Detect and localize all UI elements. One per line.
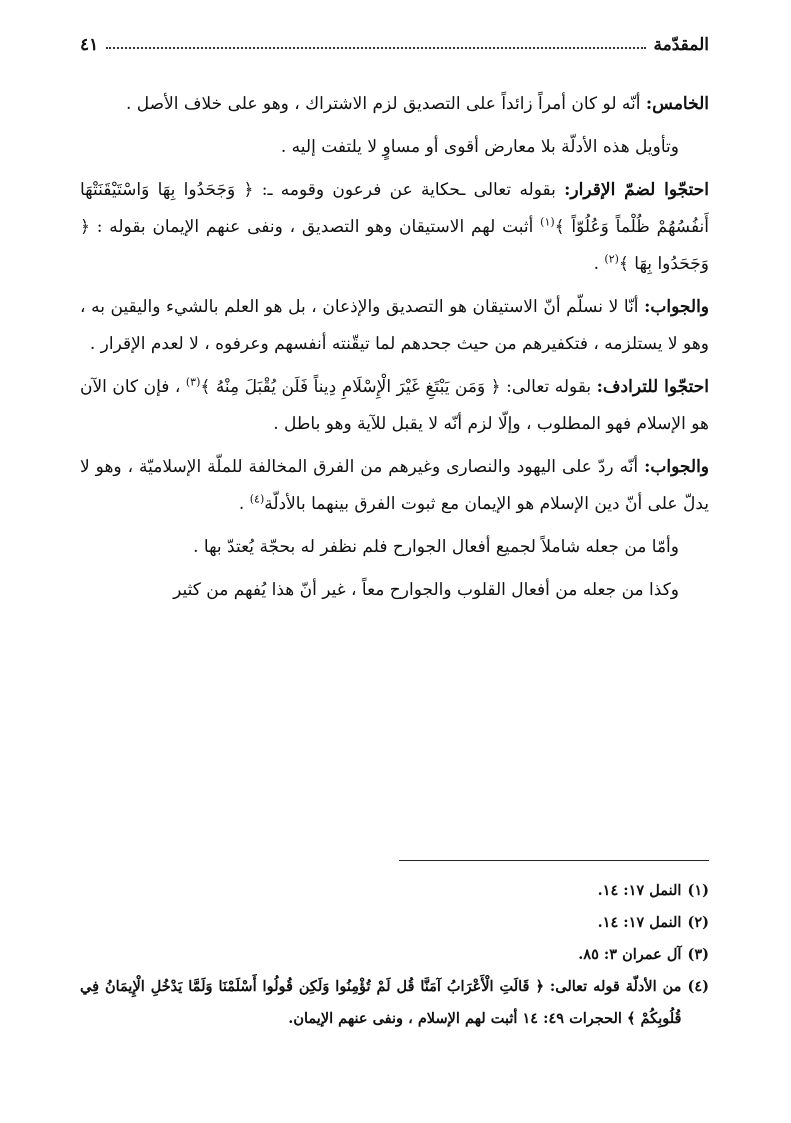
footnotes [80,875,709,1035]
paragraph-text: أنّا لا نسلّم أنّ الاستيقان هو التصديق والإذعان ، بل هو العلم بالشيء واليقين به ، وهو لا يستلزمه ، فتكفيرهم من حيث جحدهم لما تيقّنته أنفسهم وعرفوه ، لا لعدم الإقرار . [80,297,709,354]
paragraph-text: أنّه لو كان أمراً زائداً على التصديق لزم الاشتراك ، وهو على خلاف الأصل . [125,94,646,114]
footnote-text: النمل ١٧: ١٤. [597,882,682,899]
footnote-separator [399,860,709,861]
paragraph-argument-synonymy [80,369,709,443]
footnote-number: (١) [687,882,709,899]
page-number: ٤١ [80,35,99,55]
paragraph-lead: والجواب: [644,457,709,477]
running-title: المقدّمة [653,35,709,55]
page-header [80,30,709,60]
paragraph-text: . [593,254,605,274]
paragraph-argument-iqrar [80,172,709,283]
footnote-number: (٢) [687,914,709,931]
paragraph-text: بقوله تعالى ـحكاية عن فرعون وقومه ـ: ﴿ وَجَحَدُوا بِهَا وَاسْتَيْقَنَتْهَا أَنفُسُهُمْ ظُلْماً وَعُلُوّاً ﴾ [80,180,709,237]
footnote-ref: (٣) [185,375,201,389]
paragraph-text: وتأويل هذه الأدلّة بلا معارض أقوى أو مساوٍ لا يلتفت إليه . [280,137,679,157]
header-dot-leader [106,47,645,49]
paragraph-answer-1 [80,289,709,363]
footnote-item [80,875,709,907]
paragraph-text: ، فإن كان الآن هو الإسلام فهو المطلوب ، وإلّا لزم أنّه لا يقبل للآية وهو باطل . [80,377,709,434]
paragraph-lead: الخامس: [645,94,709,114]
footnote-text: من الأدلّة قوله تعالى: ﴿ قَالَتِ الْأَعْرَابُ آمَنَّا قُل لَمْ تُؤْمِنُوا وَلَكِن قُولُوا أَسْلَمْنَا وَلَمَّا يَدْخُلِ الْإِيمَانُ فِي قُلُوبِكُمْ ﴾ الحجرات ٤٩: ١٤ أثبت لهم الإسلام ، ونفى عنهم الإيمان. [80,978,682,1027]
paragraph-lead: والجواب: [644,297,709,317]
footnote-ref: (١) [540,215,555,229]
footnote-text: آل عمران ٣: ٨٥. [578,946,682,963]
paragraph-text: بقوله تعالى: ﴿ وَمَن يَبْتَغِ غَيْرَ الْإِسْلَامِ دِيناً فَلَن يُقْبَلَ مِنْهُ ﴾ [200,377,597,397]
paragraph-text: وأمّا من جعله شاملاً لجميع أفعال الجوارح فلم نظفر له بحجّة يُعتدّ بها . [193,537,679,557]
paragraph-interpretation [80,129,709,166]
paragraph-lead: احتجّوا لضمّ الإقرار: [564,180,709,200]
footnote-ref: (٢) [604,252,619,266]
paragraph-text: . [238,494,250,514]
footnote-item [80,971,709,1035]
footnote-ref: (٤) [249,492,265,506]
paragraph-text: أنّه ردّ على اليهود والنصارى وغيرهم من الفرق المخالفة للملّة الإسلاميّة ، وهو لا يدلّ على أنّ دين الإسلام هو الإيمان مع ثبوت الفرق بينهما بالأدلّة [80,457,709,514]
paragraph-hearts-limbs [80,572,709,609]
footnote-text: النمل ١٧: ١٤. [597,914,682,931]
footnote-item [80,939,709,971]
paragraph-limbs [80,529,709,566]
paragraph-answer-2 [80,449,709,523]
footnote-number: (٣) [687,946,709,963]
paragraph-fifth [80,86,709,123]
footnote-number: (٤) [687,978,709,995]
footnote-item [80,907,709,939]
paragraph-text: وكذا من جعله من أفعال القلوب والجوارح معاً ، غير أنّ هذا يُفهم من كثير [173,580,679,600]
paragraph-lead: احتجّوا للترادف: [596,377,709,397]
main-text [80,86,709,615]
paragraph-text: أثبت لهم الاستيقان وهو التصديق ، ونفى عنهم الإيمان بقوله : ﴿ وَجَحَدُوا بِهَا ﴾ [80,217,709,274]
